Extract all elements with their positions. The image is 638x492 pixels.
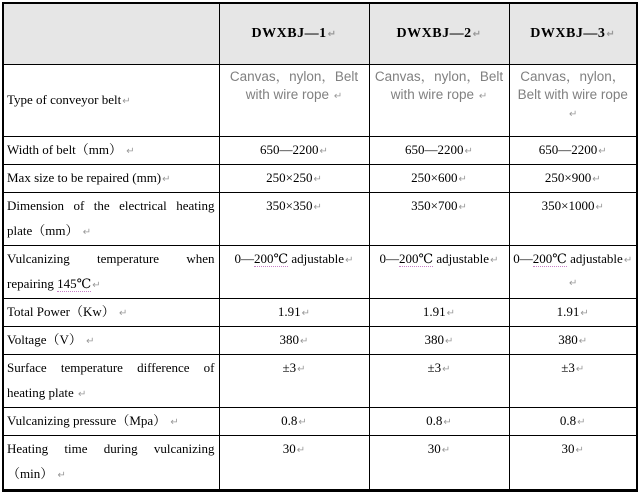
- paragraph-mark-icon: ↵: [578, 336, 588, 347]
- vulcanizing-pressure-value-model-3: [509, 408, 637, 436]
- cell-text: 30: [427, 441, 441, 456]
- paragraph-mark-icon: ↵: [464, 146, 473, 157]
- type-of-conveyor-belt-value-model-2: [369, 65, 509, 137]
- paragraph-mark-icon: ↵: [577, 417, 586, 428]
- total-power-value-model-2: [369, 299, 509, 327]
- cell-text: 0.8: [281, 413, 298, 428]
- cell-text: 650—2200: [538, 142, 598, 157]
- cell-text: Voltage（V）: [7, 332, 86, 347]
- vulcanizing-pressure-label: [3, 408, 219, 436]
- paragraph-mark-icon: ↵: [442, 364, 451, 375]
- cell-text: 380: [424, 332, 445, 347]
- paragraph-mark-icon: ↵: [623, 255, 633, 266]
- cell-text: DWXBJ—3: [530, 26, 606, 41]
- paragraph-mark-icon: ↵: [78, 389, 87, 400]
- paragraph-mark-icon: ↵: [443, 417, 452, 428]
- cell-text: 350×350: [266, 198, 313, 213]
- cell-text: 1.91: [277, 304, 301, 319]
- cell-text: 650—2200: [405, 142, 464, 157]
- model-header-model-3: [509, 3, 637, 65]
- paragraph-mark-icon: ↵: [592, 174, 601, 185]
- paragraph-mark-icon: ↵: [313, 202, 322, 213]
- paragraph-mark-icon: ↵: [458, 202, 467, 213]
- paragraph-mark-icon: ↵: [441, 445, 451, 456]
- heating-time-value-model-3: [509, 436, 637, 491]
- surface-temperature-difference-label: [3, 355, 219, 408]
- paragraph-mark-icon: ↵: [300, 336, 309, 347]
- corner-cell: [3, 3, 219, 65]
- paragraph-mark-icon: ↵: [490, 255, 499, 266]
- paragraph-mark-icon: ↵: [575, 364, 585, 375]
- cell-text: Canvas，nylon，Belt with wire rope: [229, 69, 359, 102]
- paragraph-mark-icon: ↵: [327, 29, 337, 40]
- cell-text: ±3: [427, 360, 442, 375]
- total-power-value-model-3: [509, 299, 637, 327]
- table-row-width-of-belt: [3, 137, 637, 165]
- max-size-to-be-repaired-value-model-2: [369, 165, 509, 193]
- cell-text: ±3: [561, 360, 575, 375]
- cell-text: ±3: [282, 360, 297, 375]
- paragraph-mark-icon: ↵: [445, 336, 454, 347]
- type-of-conveyor-belt-value-model-3: [509, 65, 637, 137]
- table-row-type-of-conveyor-belt: [3, 65, 637, 137]
- paragraph-mark-icon: ↵: [569, 278, 578, 289]
- paragraph-mark-icon: ↵: [297, 364, 306, 375]
- type-of-conveyor-belt-label: [3, 65, 219, 137]
- cell-text: 0—: [379, 251, 400, 266]
- paragraph-mark-icon: ↵: [126, 146, 135, 157]
- surface-temperature-difference-value-model-3: [509, 355, 637, 408]
- vulcanizing-temperature-value-model-2: [369, 246, 509, 299]
- paragraph-mark-icon: ↵: [119, 308, 128, 319]
- cell-text: Type of conveyor belt: [7, 92, 122, 107]
- paragraph-mark-icon: ↵: [122, 96, 131, 107]
- vulcanizing-pressure-value-model-2: [369, 408, 509, 436]
- cell-text: 250×600: [411, 170, 458, 185]
- table-row-heating-time: [3, 436, 637, 491]
- cell-text: 350×700: [411, 198, 458, 213]
- table-row-vulcanizing-pressure: [3, 408, 637, 436]
- cell-text: 650—2200: [260, 142, 319, 157]
- spellcheck-underlined-text: 145℃: [57, 276, 92, 291]
- vulcanizing-pressure-value-model-1: [219, 408, 369, 436]
- table-row-voltage: [3, 327, 637, 355]
- total-power-value-model-1: [219, 299, 369, 327]
- voltage-value-model-1: [219, 327, 369, 355]
- paragraph-mark-icon: ↵: [333, 91, 343, 102]
- cell-text: DWXBJ—2: [396, 26, 472, 41]
- heating-time-label: [3, 436, 219, 491]
- paragraph-mark-icon: ↵: [57, 470, 66, 481]
- cell-text: Canvas，nylon，Belt with wire rope: [374, 69, 504, 102]
- paragraph-mark-icon: ↵: [296, 445, 306, 456]
- cell-text: Canvas，nylon，Belt with wire rope: [517, 69, 628, 102]
- cell-text: Max size to be repaired (mm): [7, 170, 162, 185]
- cell-text: adjustable: [433, 251, 490, 266]
- paragraph-mark-icon: ↵: [313, 174, 322, 185]
- table-body: [3, 65, 637, 491]
- paragraph-mark-icon: ↵: [472, 29, 482, 40]
- cell-text: 250×250: [266, 170, 313, 185]
- table-row-vulcanizing-temperature: [3, 246, 637, 299]
- paragraph-mark-icon: ↵: [301, 308, 311, 319]
- surface-temperature-difference-value-model-1: [219, 355, 369, 408]
- heating-plate-dimension-value-model-2: [369, 193, 509, 246]
- cell-text: 0—: [513, 251, 533, 266]
- paragraph-mark-icon: ↵: [478, 91, 488, 102]
- voltage-label: [3, 327, 219, 355]
- heating-plate-dimension-value-model-1: [219, 193, 369, 246]
- voltage-value-model-2: [369, 327, 509, 355]
- heating-plate-dimension-value-model-3: [509, 193, 637, 246]
- spec-table: [2, 2, 638, 492]
- spellcheck-underlined-text: 200℃: [254, 251, 289, 266]
- model-header-model-2: [369, 3, 509, 65]
- table-header: [3, 3, 637, 65]
- type-of-conveyor-belt-value-model-1: [219, 65, 369, 137]
- cell-text: 0.8: [559, 413, 577, 428]
- cell-text: Vulcanizing pressure（Mpa）: [7, 413, 170, 428]
- paragraph-mark-icon: ↵: [162, 174, 171, 185]
- max-size-to-be-repaired-value-model-1: [219, 165, 369, 193]
- cell-text: DWXBJ—1: [251, 26, 327, 41]
- width-of-belt-value-model-3: [509, 137, 637, 165]
- cell-text: Surface temperature difference of heating plate: [7, 360, 215, 400]
- cell-text: 1.91: [422, 304, 446, 319]
- heating-time-value-model-2: [369, 436, 509, 491]
- paragraph-mark-icon: ↵: [569, 109, 578, 120]
- table-row-total-power: [3, 299, 637, 327]
- cell-text: 250×900: [544, 170, 592, 185]
- paragraph-mark-icon: ↵: [598, 146, 607, 157]
- paragraph-mark-icon: ↵: [86, 336, 95, 347]
- cell-text: 30: [561, 441, 575, 456]
- cell-text: 30: [282, 441, 296, 456]
- cell-text: Dimension of the electrical heating plate（mm）: [7, 198, 215, 238]
- paragraph-mark-icon: ↵: [319, 146, 328, 157]
- spellcheck-underlined-text: 200℃: [532, 251, 567, 266]
- max-size-to-be-repaired-label: [3, 165, 219, 193]
- vulcanizing-temperature-value-model-3: [509, 246, 637, 299]
- paragraph-mark-icon: ↵: [575, 445, 584, 456]
- cell-text: 380: [558, 332, 578, 347]
- width-of-belt-label: [3, 137, 219, 165]
- vulcanizing-temperature-label: [3, 246, 219, 299]
- cell-text: 0.8: [426, 413, 443, 428]
- paragraph-mark-icon: ↵: [92, 280, 101, 291]
- cell-text: Heating time during vulcanizing（min）: [7, 441, 215, 481]
- heating-plate-dimension-label: [3, 193, 219, 246]
- total-power-label: [3, 299, 219, 327]
- cell-text: 1.91: [556, 304, 580, 319]
- paragraph-mark-icon: ↵: [595, 202, 604, 213]
- cell-text: Total Power（Kw）: [7, 304, 119, 319]
- voltage-value-model-3: [509, 327, 637, 355]
- paragraph-mark-icon: ↵: [82, 227, 92, 238]
- cell-text: Width of belt（mm）: [7, 142, 126, 157]
- width-of-belt-value-model-1: [219, 137, 369, 165]
- paragraph-mark-icon: ↵: [446, 308, 456, 319]
- cell-text: 350×1000: [541, 198, 595, 213]
- header-row: [3, 3, 637, 65]
- paragraph-mark-icon: ↵: [298, 417, 307, 428]
- spellcheck-underlined-text: 200℃: [399, 251, 434, 266]
- model-header-model-1: [219, 3, 369, 65]
- table-row-max-size-to-be-repaired: [3, 165, 637, 193]
- width-of-belt-value-model-2: [369, 137, 509, 165]
- table-row-heating-plate-dimension: [3, 193, 637, 246]
- vulcanizing-temperature-value-model-1: [219, 246, 369, 299]
- table-row-surface-temperature-difference: [3, 355, 637, 408]
- cell-text: Vulcanizing temperature when repairing: [7, 251, 215, 291]
- cell-text: adjustable: [566, 251, 623, 266]
- paragraph-mark-icon: ↵: [606, 29, 616, 40]
- max-size-to-be-repaired-value-model-3: [509, 165, 637, 193]
- cell-text: 0—: [234, 251, 255, 266]
- heating-time-value-model-1: [219, 436, 369, 491]
- cell-text: 380: [279, 332, 300, 347]
- paragraph-mark-icon: ↵: [170, 417, 179, 428]
- paragraph-mark-icon: ↵: [345, 255, 354, 266]
- paragraph-mark-icon: ↵: [458, 174, 467, 185]
- paragraph-mark-icon: ↵: [580, 308, 589, 319]
- cell-text: adjustable: [288, 251, 345, 266]
- surface-temperature-difference-value-model-2: [369, 355, 509, 408]
